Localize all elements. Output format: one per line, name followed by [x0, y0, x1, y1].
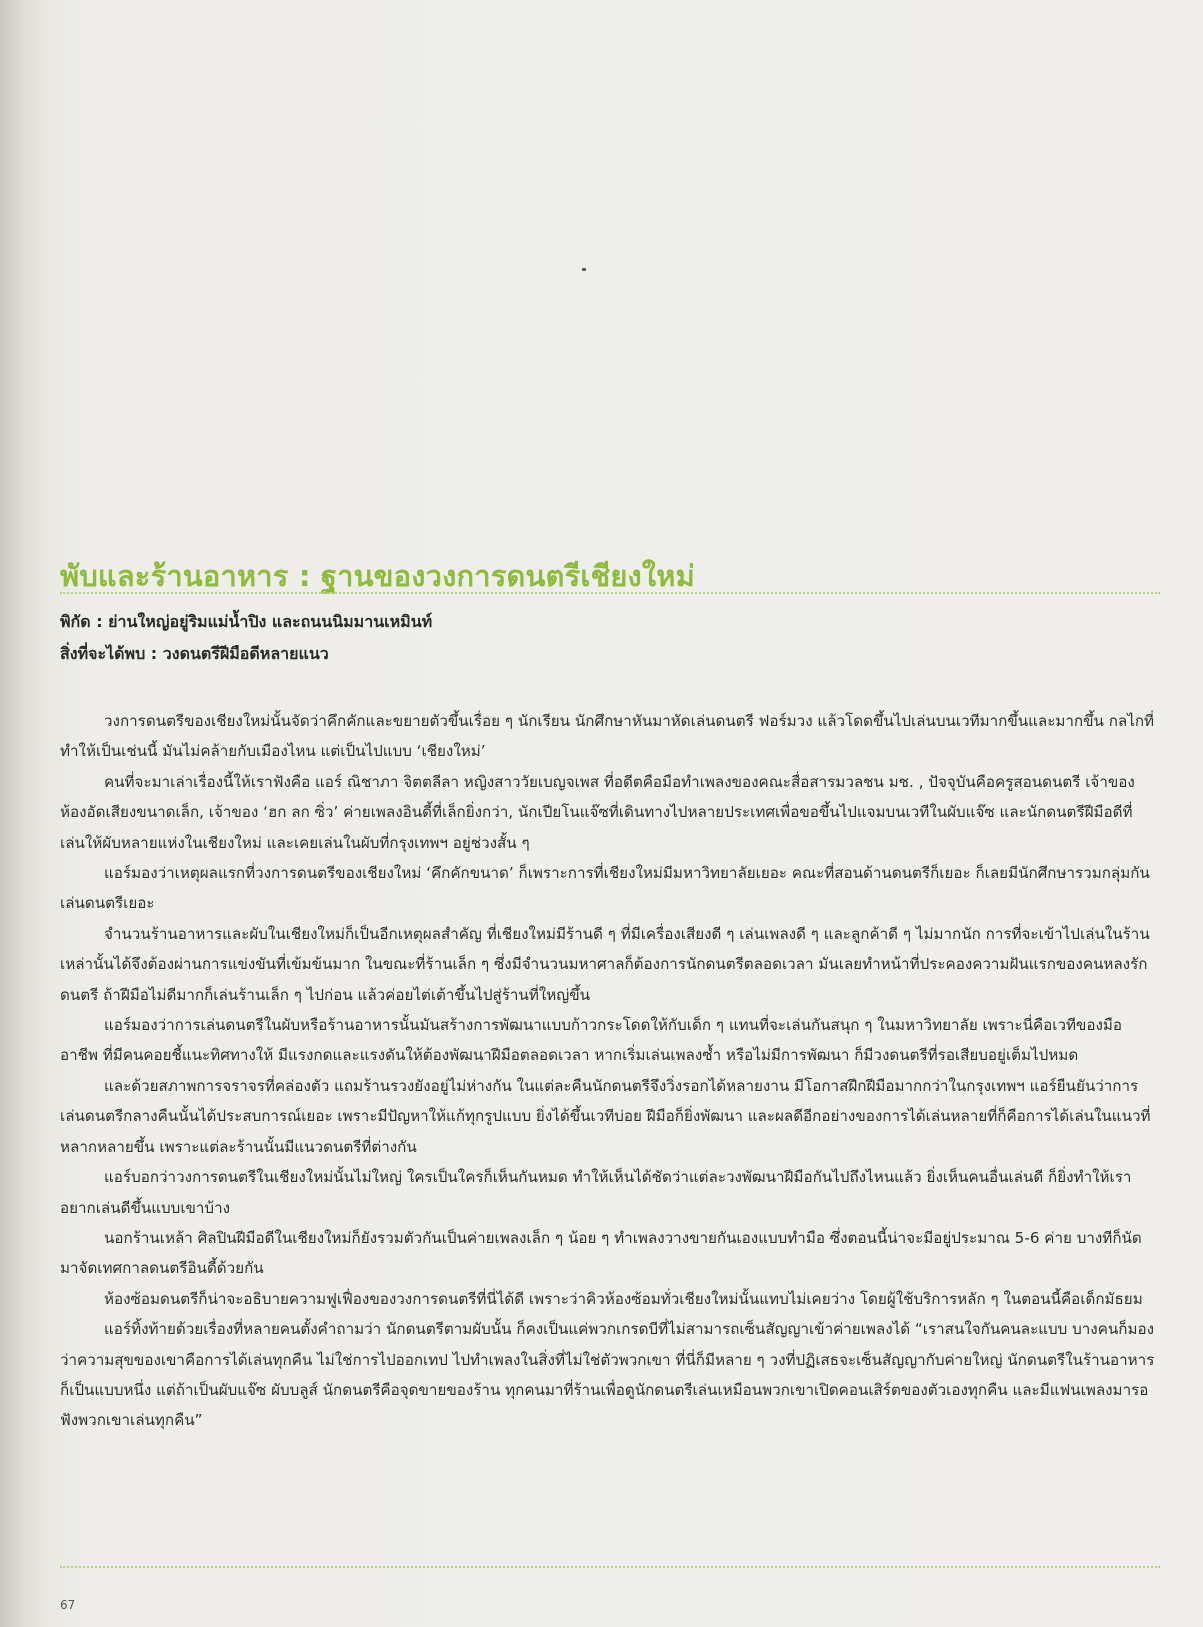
article-body: [60, 706, 1156, 1436]
paragraph: นอกร้านเหล้า ศิลปินฝีมือดีในเชียงใหม่ก็ยังรวมตัวกันเป็นค่ายเพลงเล็ก ๆ น้อย ๆ ทำเพลงวางขายกันเองแบบทำมือ ซึ่งตอนนี้น่าจะมีอยู่ประมาณ 5-6 ค่าย บางทีก็นัดมาจัดเทศกาลดนตรีอินดี้ด้วยกัน: [60, 1228, 1142, 1278]
paragraph: จำนวนร้านอาหารและผับในเชียงใหม่ก็เป็นอีกเหตุผลสำคัญ ที่เชียงใหม่มีร้านดี ๆ ที่มีเครื่องเสียงดี ๆ เล่นเพลงดี ๆ และลูกค้าดี ๆ ไม่มากนัก การที่จะเข้าไปเล่นในร้านเหล่านั้นได้จึงต้องผ่านการแข่งขันที่เข้มข้นมาก ในขณะที่ร้านเล็ก ๆ ซึ่งมีจำนวนมหาศาลก็ต้องการนักดนตรีตลอดเวลา มันเลยทำหน้าที่ประคองความฝันแรกของคนหลงรักดนตรี ถ้าฝีมือไม่ดีมากก็เล่นร้านเล็ก ๆ ไปก่อน แล้วค่อยไต่เต้าขึ้นไปสู่ร้านที่ใหญ่ขึ้น: [60, 924, 1150, 1004]
paragraph: แอร์มองว่าเหตุผลแรกที่วงการดนตรีของเชียงใหม่ ‘คึกคักขนาด’ ก็เพราะการที่เชียงใหม่มีมหาวิทยาลัยเยอะ คณะที่สอนด้านดนตรีก็เยอะ ก็เลยมีนักศึกษารวมกลุ่มกันเล่นดนตรีเยอะ: [60, 864, 1150, 913]
paragraph: แอร์ทิ้งท้ายด้วยเรื่องที่หลายคนตั้งคำถามว่า นักดนตรีตามผับนั้น ก็คงเป็นแค่พวกเกรดบีที่ไม่สามารถเซ็นสัญญาเข้าค่ายเพลงได้ “เราสนใจกันคนละแบบ บางคนก็มองว่าความสุขของเขาคือการได้เล่นทุกคืน ไม่ใช่การไปออกเทป ไปทำเพลงในสิ่งที่ไม่ใช่ตัวพวกเขา ที่นี่ก็มีหลาย ๆ วงที่ปฏิเสธจะเซ็นสัญญากับค่ายใหญ่ นักดนตรีในร้านอาหารก็เป็นแบบหนึ่ง แต่ถ้าเป็นผับแจ๊ซ ผับบลูส์ นักดนตรีคือจุดขายของร้าน ทุกคนมาที่ร้านเพื่อดูนักดนตรีเล่นเหมือนพวกเขาเปิดคอนเสิร์ตของตัวเองทุกคืน และมีแฟนเพลงมารอฟังพวกเขาเล่นทุกคืน”: [60, 1320, 1155, 1430]
page-number: 67: [60, 1598, 76, 1612]
highlight-line: สิ่งที่จะได้พบ : วงดนตรีฝีมือดีหลายแนว: [60, 644, 329, 663]
article-meta: [60, 606, 432, 670]
paragraph: คนที่จะมาเล่าเรื่องนี้ให้เราฟังคือ แอร์ ณิชาภา จิตตลีลา หญิงสาววัยเบญจเพส ที่อดีตคือมือทำเพลงของคณะสื่อสารมวลชน มช. , ปัจจุบันคือครูสอนดนตรี เจ้าของห้องอัดเสียงขนาดเล็ก, เจ้าของ ‘ฮก ลก ซิ่ว’ ค่ายเพลงอินดี้ที่เล็กยิ่งกว่า, นักเปียโนแจ๊ซที่เดินทางไปหลายประเทศเพื่อขอขึ้นไปแจมบนเวทีในผับแจ๊ซ และนักดนตรีฝีมือดีที่เล่นให้ผับหลายแห่งในเชียงใหม่ และเคยเล่นในผับที่กรุงเทพฯ อยู่ช่วงสั้น ๆ: [60, 772, 1135, 852]
title-divider: [60, 592, 1160, 594]
scan-speck: [582, 268, 586, 271]
paragraph: แอร์มองว่าการเล่นดนตรีในผับหรือร้านอาหารนั้นมันสร้างการพัฒนาแบบก้าวกระโดดให้กับเด็ก ๆ แทนที่จะเล่นกันสนุก ๆ ในมหาวิทยาลัย เพราะนี่คือเวทีของมืออาชีพ ที่มีคนคอยชี้แนะทิศทางให้ มีแรงกดและแรงดันให้ต้องพัฒนาฝีมือตลอดเวลา หากเริ่มเล่นเพลงซ้ำ หรือไม่มีการพัฒนา ก็มีวงดนตรีที่รอเสียบอยู่เต็มไปหมด: [60, 1016, 1123, 1065]
paragraph: และด้วยสภาพการจราจรที่คล่องตัว แถมร้านรวงยังอยู่ไม่ห่างกัน ในแต่ละคืนนักดนตรีจึงวิ่งรอกได้หลายงาน มีโอกาสฝึกฝีมือมากกว่าในกรุงเทพฯ แอร์ยืนยันว่าการเล่นดนตรีกลางคืนนั้นได้ประสบการณ์เยอะ เพราะมีปัญหาให้แก้ทุกรูปแบบ ยิ่งได้ขึ้นเวทีบ่อย ฝีมือก็ยิ่งพัฒนา และผลดีอีกอย่างของการได้เล่นหลายที่ก็คือการได้เล่นในแนวที่หลากหลายขึ้น เพราะแต่ละร้านนั้นมีแนวดนตรีที่ต่างกัน: [60, 1076, 1151, 1156]
paragraph: วงการดนตรีของเชียงใหม่นั้นจัดว่าคึกคักและขยายตัวขึ้นเรื่อย ๆ นักเรียน นักศึกษาหันมาหัดเล่นดนตรี ฟอร์มวง แล้วโดดขึ้นไปเล่นบนเวทีมากขึ้นและมากขึ้น กลไกที่ทำให้เป็นเช่นนี้ มันไม่คล้ายกับเมืองไหน แต่เป็นไปแบบ ‘เชียงใหม่’: [60, 712, 1155, 761]
paragraph: แอร์บอกว่าวงการดนตรีในเชียงใหม่นั้นไม่ใหญ่ ใครเป็นใครก็เห็นกันหมด ทำให้เห็นได้ชัดว่าแต่ละวงพัฒนาฝีมือกันไปถึงไหนแล้ว ยิ่งเห็นคนอื่นเล่นดี ก็ยิ่งทำให้เราอยากเล่นดีขึ้นแบบเขาบ้าง: [60, 1168, 1132, 1217]
location-line: พิกัด : ย่านใหญ่อยู่ริมแม่น้ำปิง และถนนนิมมานเหมินท์: [60, 612, 433, 631]
article-title: พับและร้านอาหาร : ฐานของวงการดนตรีเชียงใหม่: [60, 559, 695, 593]
paragraph: ห้องซ้อมดนตรีก็น่าจะอธิบายความฟูเฟื่องของวงการดนตรีที่นี่ได้ดี เพราะว่าคิวห้องซ้อมทั่วเชียงใหม่นั้นแทบไม่เคยว่าง โดยผู้ใช้บริการหลัก ๆ ในตอนนี้คือเด็กมัธยม: [104, 1289, 1143, 1308]
footer-divider: [60, 1566, 1160, 1568]
